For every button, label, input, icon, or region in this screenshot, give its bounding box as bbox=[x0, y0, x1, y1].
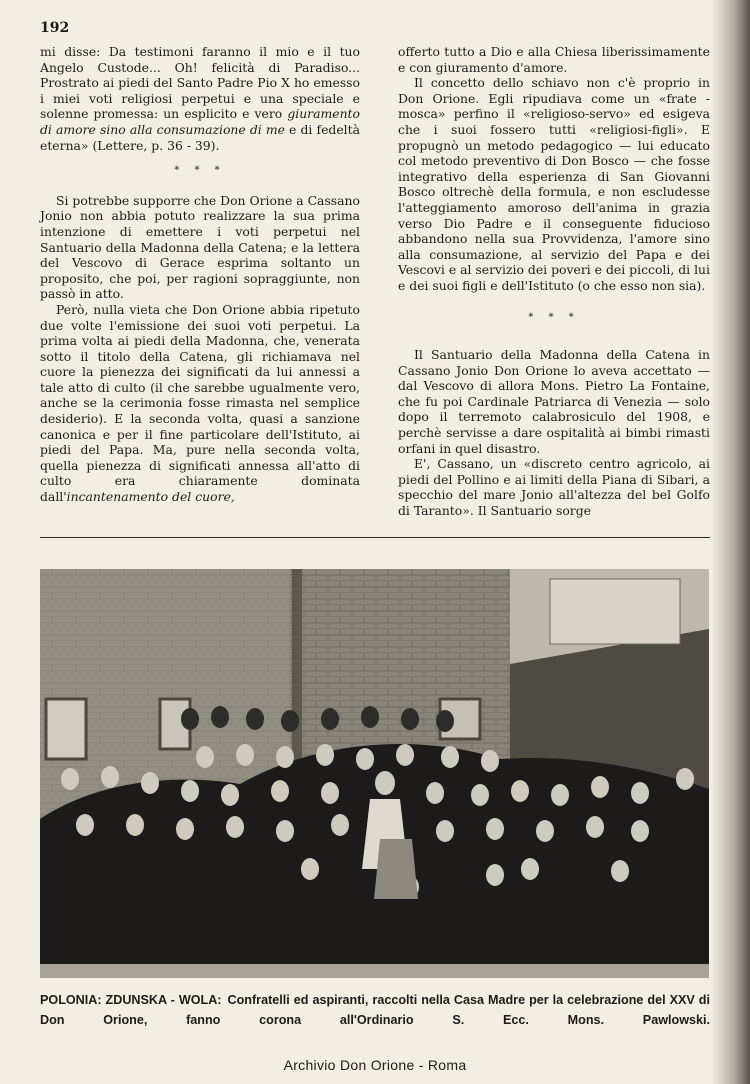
page-edge-shadow bbox=[712, 0, 750, 1084]
caption-text: Confratelli ed aspiranti, raccolti nella Casa Madre per la celebrazione del XXV di Don Orione, fanno corona all'Ordinario S. Ecc. Mons. Pawlowski. bbox=[40, 993, 710, 1027]
paragraph: offerto tutto a Dio e alla Chiesa liberissimamente e con giuramento d'amore. bbox=[398, 44, 710, 75]
paragraph: Il Santuario della Madonna della Catena in Cassano Jonio Don Orione lo aveva accettato — dal Vescovo di allora Mons. Pietro La Fontaine, che fu poi Cardinale Patriarca di Venezia — solo dopo il terremoto calabrosiculo del 1908, e perchè servisse a dare ospitalità ai bimbi rimasti orfani in quel disastro. bbox=[398, 347, 710, 456]
page-number: 192 bbox=[40, 20, 70, 36]
left-column bbox=[40, 44, 360, 505]
section-separator: * * * bbox=[528, 311, 580, 323]
section-divider bbox=[40, 537, 710, 538]
quote-emphasis: giuramento di amore sino alla consumazione di me bbox=[40, 106, 360, 137]
paragraph: Il concetto dello schiavo non c'è proprio in Don Orione. Egli ripudiava come un «frate -mosca» perfino il «religioso-servo» ed esigeva che i suoi fossero tutti «religiosi-figli». E propugnò un metodo pedagogico — lui educato col metodo preventivo di Don Bosco — che fosse integrativo della esperienza di San Giovanni Bosco oltrechè della formula, e non escludesse l'atteggiamento amoroso dell'anima in grazia verso Dio Padre e il conseguente fiducioso abbandono nella sua Provvidenza, l'amore sino alla consumazione, al servizio del Papa e dei Vescovi e al servizio dei poveri e dei piccoli, di lui e dei suoi figli e dell'Istituto (o che esso non sia). bbox=[398, 75, 710, 293]
paragraph: Si potrebbe supporre che Don Orione a Cassano Jonio non abbia potuto realizzare la sua prima intenzione di emettere i voti perpetui nel Santuario della Madonna della Catena; e la lettera del Vescovo di Gerace esprima soltanto un proposito, che poi, per ragioni sopraggiunte, non passò in atto. bbox=[40, 192, 360, 302]
group-photo bbox=[40, 569, 709, 978]
section-separator: * * * bbox=[174, 165, 226, 177]
caption-location: POLONIA: ZDUNSKA - WOLA: bbox=[40, 993, 222, 1007]
quote-text-end: e di fedeltà eterna» (Lettere, p. 36 - 39). bbox=[40, 121, 360, 153]
right-column bbox=[398, 44, 710, 519]
quote-text: mi disse: Da testimoni faranno il mio e il tuo Angelo Custode... Oh! felicità di Paradiso... Prostrato ai piedi del Santo Padre Pio X ho emesso i miei voti religiosi perpetui e una speciale e solenne promessa: un esplicito e vero bbox=[40, 44, 360, 122]
photo-caption bbox=[40, 990, 710, 1030]
quote-paragraph bbox=[40, 44, 360, 153]
paragraph-emphasis: incantenamento del cuore, bbox=[66, 489, 235, 505]
paragraph bbox=[40, 302, 360, 505]
archive-label: Archivio Don Orione - Roma bbox=[283, 1057, 467, 1073]
paragraph-text: Però, nulla vieta che Don Orione abbia ripetuto due volte l'emissione dei suoi voti perpetui. La prima volta ai piedi della Madonna, che, venerata sotto il titolo della Catena, gli richiamava nel cuore la pienezza dei significati da lui annessi a tale atto di culto (il che sarebbe ugualmente vero, anche se la cerimonia fosse rimasta nel semplice desiderio). E la seconda volta, quasi a sanzione canonica e per il fine particolare dell'Istituto, ai piedi del Papa. Ma, pure nella seconda volta, quella pienezza di significati annessa all'atto di culto era chiaramente dominata dall' bbox=[40, 301, 360, 505]
group-photo-illustration bbox=[40, 569, 709, 978]
paragraph: E', Cassano, un «discreto centro agricolo, ai piedi del Pollino e ai limiti della Piana di Sibari, a specchio del mare Jonio all'altezza del bel Golfo di Taranto». Il Santuario sorge bbox=[398, 456, 710, 519]
